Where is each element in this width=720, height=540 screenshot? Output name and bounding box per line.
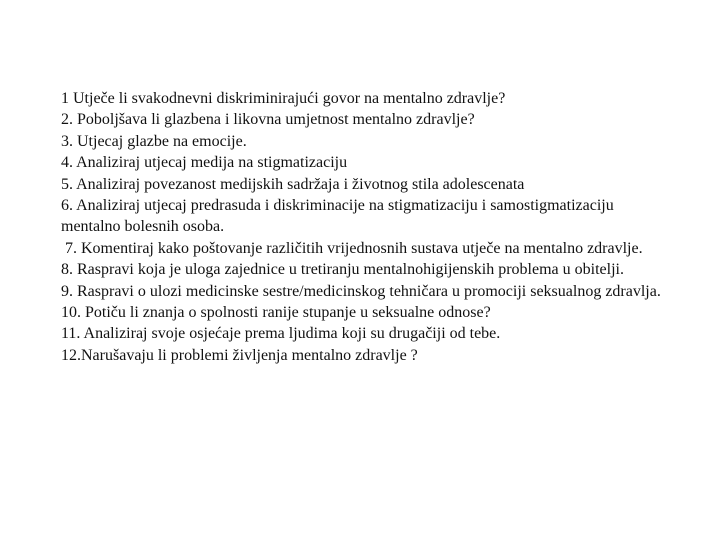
question-item-3: 3. Utjecaj glazbe na emocije.	[61, 132, 247, 150]
question-item-4: 4. Analiziraj utjecaj medija na stigmatizaciju	[61, 154, 348, 172]
question-item-5: 5. Analiziraj povezanost medijskih sadržaja i životnog stila adolescenata	[61, 175, 525, 193]
question-list	[61, 88, 661, 366]
question-item-1: 1 Utječe li svakodnevni diskriminirajući govor na mentalno zdravlje?	[61, 90, 506, 107]
question-item-8: 8. Raspravi koja je uloga zajednice u tretiranju mentalnohigijenskih problema u obitelji.	[61, 261, 624, 279]
question-item-6: 6. Analiziraj utjecaj predrasuda i diskriminacije na stigmatizaciju i samostigmatizaciju mentalno bolesnih osoba.	[61, 197, 614, 236]
question-item-12: 12.Narušavaju li problemi življenja mentalno zdravlje ?	[61, 346, 418, 364]
question-item-10: 10. Potiču li znanja o spolnosti ranije stupanje u seksualne odnose?	[61, 304, 491, 322]
question-item-7: 7. Komentiraj kako poštovanje različitih vrijednosnih sustava utječe na mentalno zdravlje.	[61, 239, 643, 257]
question-item-2: 2. Poboljšava li glazbena i likovna umjetnost mentalno zdravlje?	[61, 111, 475, 129]
question-item-9: 9. Raspravi o ulozi medicinske sestre/medicinskog tehničara u promociji seksualnog zdravlja.	[61, 282, 661, 300]
question-item-11: 11. Analiziraj svoje osjećaje prema ljudima koji su drugačiji od tebe.	[61, 325, 501, 343]
